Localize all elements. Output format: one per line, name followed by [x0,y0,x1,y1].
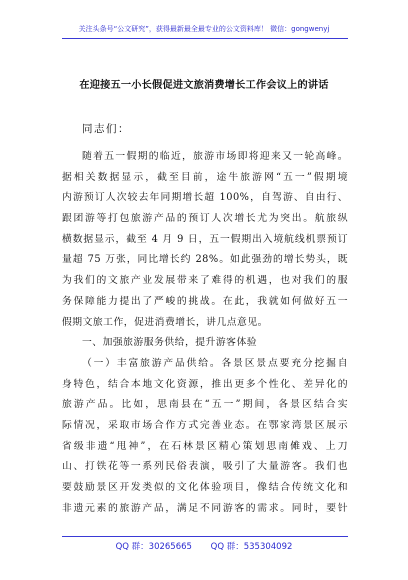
header-divider [62,38,348,39]
body-line: （一）丰富旅游产品供给。各景区景点要充分挖掘自 [82,357,348,369]
footer-qq-group-1: QQ 群：30265665 [115,542,192,552]
body-line: 省级非遗“甩神”，在石林景区精心策划思南傩戏、上刀 [62,440,348,452]
header-banner: 关注头条号“公文研究”，获得最新最全最专业的公文资料库！ 微信：gongwenyj [78,25,330,33]
body-line: 身特色，结合本地文化资源，推出更多个性化、差异化的 [62,378,348,390]
body-line: 旅游产品。比如，思南县在“五一”期间，各景区结合实 [62,399,348,411]
body-line: 横数据显示，截至 4 月 9 日，五一假期出入境航线机票预订 [62,233,348,245]
section-heading: 一、加强旅游服务供给，提升游客体验 [82,337,258,349]
body-line: 要鼓励景区开发类似的文化体验项目，像结合传统文化和 [62,482,348,493]
body-line: 假期文旅工作，促进消费增长，讲几点意见。 [62,316,268,328]
footer-divider [62,536,348,537]
body-line: 务保障能力提出了严峻的挑战。在此，我就如何做好五一 [62,295,348,307]
body-line: 据相关数据显示，截至目前，途牛旅游网“五一”假期境 [62,171,348,183]
document-body [62,147,348,519]
footer-qq-group-2: QQ 群：535304092 [210,542,293,552]
body-line: 内游预订人次较去年同期增长超 100%，自驾游、自由行、 [62,192,348,204]
document-title: 在迎接五一小长假促进文旅消费增长工作会议上的讲话 [79,80,329,91]
body-line: 随着五一假期的临近，旅游市场即将迎来又一轮高峰。 [82,151,348,162]
body-line: 山、打铁花等一系列民俗表演，吸引了大量游客。我们也 [62,461,348,473]
footer-banner [0,540,408,552]
body-line: 量超 75 万张，同比增长约 28%。如此强劲的增长势头，既 [62,254,348,266]
body-line: 际情况，采取市场合作方式完善业态。在鄂家湾景区展示 [62,419,348,431]
greeting: 同志们： [82,123,130,135]
body-line: 跟团游等打包旅游产品的预订人次增长尤为突出。航旅纵 [62,213,348,225]
body-line: 非遗元素的旅游产品，满足不同游客的需求。同时，要针 [62,502,348,514]
body-line: 为我们的文旅产业发展带来了难得的机遇，也对我们的服 [62,275,348,287]
